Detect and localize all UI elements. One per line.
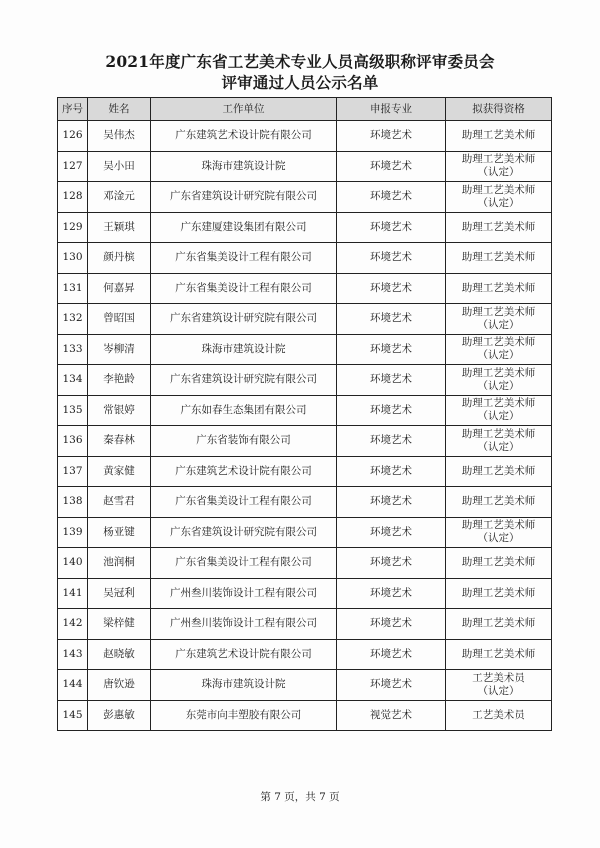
table-row — [58, 273, 552, 304]
qualification-note: （认定） — [477, 684, 520, 697]
qualification-text: 助理工艺美术师 — [461, 305, 536, 318]
cell-qualification — [446, 273, 552, 304]
qualification-note: （认定） — [477, 196, 520, 209]
qualification-text: 助理工艺美术师 — [461, 281, 536, 294]
cell-unit: 广州叁川装饰设计工程有限公司 — [151, 578, 337, 609]
cell-major: 环境艺术 — [337, 578, 446, 609]
cell-major: 环境艺术 — [337, 487, 446, 518]
cell-qualification — [446, 609, 552, 640]
cell-qualification — [446, 578, 552, 609]
qualification-note: （认定） — [477, 410, 520, 423]
qualification-note: （认定） — [477, 379, 520, 392]
table-row — [58, 304, 552, 335]
col-qualification: 拟获得资格 — [446, 98, 552, 121]
table-row — [58, 365, 552, 396]
cell-major: 环境艺术 — [337, 426, 446, 457]
cell-unit: 广东省集美设计工程有限公司 — [151, 487, 337, 518]
table-row — [58, 243, 552, 274]
cell-major: 环境艺术 — [337, 182, 446, 213]
cell-number: 135 — [58, 395, 88, 426]
qualification-text: 助理工艺美术师 — [461, 251, 536, 264]
cell-major: 环境艺术 — [337, 334, 446, 365]
cell-number: 142 — [58, 609, 88, 640]
cell-name: 李艳龄 — [88, 365, 151, 396]
cell-name: 秦春林 — [88, 426, 151, 457]
cell-name: 池润桐 — [88, 548, 151, 579]
table-row — [58, 548, 552, 579]
cell-unit: 广东省装饰有限公司 — [151, 426, 337, 457]
cell-major: 环境艺术 — [337, 639, 446, 670]
cell-qualification — [446, 243, 552, 274]
cell-number: 144 — [58, 670, 88, 701]
cell-number: 133 — [58, 334, 88, 365]
qualification-text: 助理工艺美术师 — [461, 336, 536, 349]
cell-qualification — [446, 670, 552, 701]
cell-number: 137 — [58, 456, 88, 487]
cell-name: 吴冠利 — [88, 578, 151, 609]
table-row — [58, 517, 552, 548]
table-row — [58, 609, 552, 640]
cell-qualification — [446, 151, 552, 182]
cell-qualification — [446, 639, 552, 670]
cell-qualification — [446, 456, 552, 487]
table-row — [58, 487, 552, 518]
qualification-text: 助理工艺美术师 — [461, 556, 536, 569]
cell-major: 环境艺术 — [337, 304, 446, 335]
cell-major: 环境艺术 — [337, 273, 446, 304]
cell-major: 视觉艺术 — [337, 700, 446, 731]
cell-qualification — [446, 426, 552, 457]
qualification-note: （认定） — [477, 349, 520, 362]
cell-number: 127 — [58, 151, 88, 182]
table-row — [58, 426, 552, 457]
cell-major: 环境艺术 — [337, 212, 446, 243]
cell-number: 132 — [58, 304, 88, 335]
cell-name: 黄家健 — [88, 456, 151, 487]
qualification-text: 助理工艺美术师 — [461, 464, 536, 477]
cell-number: 138 — [58, 487, 88, 518]
cell-number: 128 — [58, 182, 88, 213]
qualification-text: 工艺美术员 — [472, 708, 525, 721]
col-major: 申报专业 — [337, 98, 446, 121]
qualification-note: （认定） — [477, 440, 520, 453]
cell-unit: 广东省集美设计工程有限公司 — [151, 548, 337, 579]
cell-qualification — [446, 182, 552, 213]
table-row — [58, 578, 552, 609]
cell-name: 赵雪君 — [88, 487, 151, 518]
cell-name: 梁梓健 — [88, 609, 151, 640]
cell-qualification — [446, 517, 552, 548]
cell-number: 126 — [58, 121, 88, 152]
table-row — [58, 334, 552, 365]
cell-number: 136 — [58, 426, 88, 457]
cell-major: 环境艺术 — [337, 456, 446, 487]
cell-major: 环境艺术 — [337, 609, 446, 640]
table-row — [58, 121, 552, 152]
cell-major: 环境艺术 — [337, 121, 446, 152]
cell-number: 131 — [58, 273, 88, 304]
cell-name: 吴小田 — [88, 151, 151, 182]
page-footer: 第 7 页，共 7 页 — [260, 791, 340, 803]
cell-major: 环境艺术 — [337, 548, 446, 579]
cell-number: 145 — [58, 700, 88, 731]
table-row — [58, 670, 552, 701]
results-table — [57, 97, 552, 731]
cell-qualification — [446, 212, 552, 243]
qualification-text: 助理工艺美术师 — [461, 153, 536, 166]
table-row — [58, 395, 552, 426]
cell-name: 王颖琪 — [88, 212, 151, 243]
qualification-note: （认定） — [477, 166, 520, 179]
cell-name: 常银婷 — [88, 395, 151, 426]
qualification-text: 工艺美术员 — [472, 671, 525, 684]
col-number: 序号 — [58, 98, 88, 121]
cell-major: 环境艺术 — [337, 517, 446, 548]
cell-major: 环境艺术 — [337, 365, 446, 396]
cell-unit: 珠海市建筑设计院 — [151, 670, 337, 701]
cell-number: 143 — [58, 639, 88, 670]
qualification-text: 助理工艺美术师 — [461, 366, 536, 379]
table-row — [58, 212, 552, 243]
cell-unit: 广东省建筑设计研究院有限公司 — [151, 365, 337, 396]
document-subtitle: 评审通过人员公示名单 — [221, 73, 379, 92]
cell-name: 赵晓敏 — [88, 639, 151, 670]
cell-number: 129 — [58, 212, 88, 243]
cell-unit: 广州叁川装饰设计工程有限公司 — [151, 609, 337, 640]
cell-name: 杨亚键 — [88, 517, 151, 548]
cell-unit: 珠海市建筑设计院 — [151, 334, 337, 365]
cell-major: 环境艺术 — [337, 395, 446, 426]
qualification-text: 助理工艺美术师 — [461, 397, 536, 410]
cell-unit: 广东省建筑设计研究院有限公司 — [151, 304, 337, 335]
table-row — [58, 151, 552, 182]
cell-name: 唐钦逊 — [88, 670, 151, 701]
cell-unit: 广东建厦建设集团有限公司 — [151, 212, 337, 243]
cell-major: 环境艺术 — [337, 670, 446, 701]
qualification-note: （认定） — [477, 318, 520, 331]
cell-unit: 广东建筑艺术设计院有限公司 — [151, 639, 337, 670]
cell-name: 吴伟杰 — [88, 121, 151, 152]
table-row — [58, 456, 552, 487]
cell-qualification — [446, 334, 552, 365]
qualification-text: 助理工艺美术师 — [461, 647, 536, 660]
table-row — [58, 639, 552, 670]
cell-unit: 广东建筑艺术设计院有限公司 — [151, 121, 337, 152]
cell-qualification — [446, 365, 552, 396]
cell-name: 颜丹槟 — [88, 243, 151, 274]
cell-name: 岑柳清 — [88, 334, 151, 365]
cell-unit: 广东省建筑设计研究院有限公司 — [151, 182, 337, 213]
qualification-text: 助理工艺美术师 — [461, 495, 536, 508]
cell-qualification — [446, 487, 552, 518]
cell-number: 139 — [58, 517, 88, 548]
qualification-text: 助理工艺美术师 — [461, 220, 536, 233]
table-row — [58, 700, 552, 731]
cell-number: 134 — [58, 365, 88, 396]
cell-qualification — [446, 700, 552, 731]
cell-unit: 广东建筑艺术设计院有限公司 — [151, 456, 337, 487]
cell-name: 彭惠敏 — [88, 700, 151, 731]
qualification-text: 助理工艺美术师 — [461, 427, 536, 440]
qualification-note: （认定） — [477, 532, 520, 545]
table-header — [58, 98, 552, 121]
cell-major: 环境艺术 — [337, 151, 446, 182]
col-unit: 工作单位 — [151, 98, 337, 121]
qualification-text: 助理工艺美术师 — [461, 519, 536, 532]
cell-number: 141 — [58, 578, 88, 609]
cell-qualification — [446, 304, 552, 335]
cell-major: 环境艺术 — [337, 243, 446, 274]
col-name: 姓名 — [88, 98, 151, 121]
cell-qualification — [446, 121, 552, 152]
cell-unit: 东莞市向丰塑胶有限公司 — [151, 700, 337, 731]
cell-name: 曾昭国 — [88, 304, 151, 335]
cell-unit: 广东如春生态集团有限公司 — [151, 395, 337, 426]
cell-number: 140 — [58, 548, 88, 579]
cell-number: 130 — [58, 243, 88, 274]
cell-unit: 珠海市建筑设计院 — [151, 151, 337, 182]
qualification-text: 助理工艺美术师 — [461, 183, 536, 196]
table-row — [58, 182, 552, 213]
cell-qualification — [446, 548, 552, 579]
cell-unit: 广东省集美设计工程有限公司 — [151, 243, 337, 274]
cell-unit: 广东省集美设计工程有限公司 — [151, 273, 337, 304]
qualification-text: 助理工艺美术师 — [461, 129, 536, 142]
cell-name: 何嘉昇 — [88, 273, 151, 304]
cell-qualification — [446, 395, 552, 426]
qualification-text: 助理工艺美术师 — [461, 617, 536, 630]
cell-unit: 广东省建筑设计研究院有限公司 — [151, 517, 337, 548]
cell-name: 邓淦元 — [88, 182, 151, 213]
document-title: 2021年度广东省工艺美术专业人员高级职称评审委员会 — [105, 52, 495, 71]
qualification-text: 助理工艺美术师 — [461, 586, 536, 599]
